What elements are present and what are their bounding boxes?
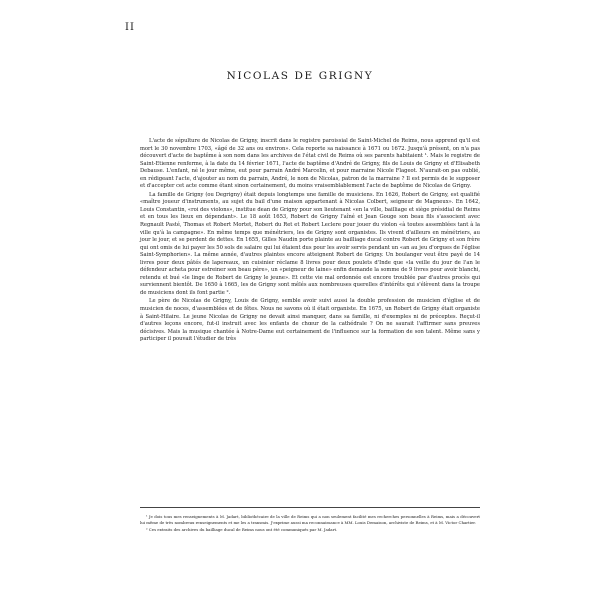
footnotes bbox=[140, 514, 480, 533]
body-text bbox=[140, 138, 480, 345]
footnote: ² Ces extraits des archives du bailliage ducal de Reims nous ont été communiqués par M. Jadart. bbox=[146, 526, 338, 532]
paragraph: L'acte de sépulture de Nicolas de Grigny, inscrit dans le registre paroissial de Saint-Michel de Reims, nous apprend qu'il est mort le 30 novembre 1703, «âgé de 32 ans ou environ». Cela reporte sa naissance à 1671 ou 1672. Jusqu'à présent, on n'a pas découvert d'acte de baptême à son nom dans les archives de l'état civil de Reims où ses parents habitaient ¹. Mais le registre de Saint-Etienne renferme, à la date du 14 février 1671, l'acte de baptême d'André de Grigny, fils de Louis de Grigny et d'Elisabeth Debause. L'enfant, né le jour même, eut pour parrain André Marcelin, et pour marraine Nicole Flageot. N'aurait-on pas oublié, en rédigeant l'acte, d'ajouter au nom du parrain, André, le nom de Nicolas, patron de la marraine ? Il est permis de le supposer et d'accepter cet acte comme étant sinon certainement, du moins vraisemblablement l'acte de baptême de Nicolas de Grigny. bbox=[140, 138, 480, 190]
paragraph: Le père de Nicolas de Grigny, Louis de Grigny, semble avoir suivi aussi la double profession de musicien d'église et de musicien de noces, d'assemblées et de fêtes. Nous ne savons où il était organiste. En 1675, un Robert de Grigny était organiste à Saint-Hilaire. Le jeune Nicolas de Grigny ne devait ainsi manquer, dans sa famille, ni d'exemples ni de préceptes. Reçut-il d'autres leçons encore, fut-il instruit avec les enfants de chœur de la cathédrale ? On ne saurait l'affirmer sans preuves décisives. Mais la musique chantée à Notre-Dame eut certainement de l'influence sur la formation de son talent. Même sans y participer il pouvait l'étudier de très bbox=[140, 298, 480, 343]
paragraph: La famille de Grigny (ou Degrigny) était depuis longtemps une famille de musiciens. En 1626, Robert de Grigny, est qualifié «maître joueur d'instruments, au sujet du bail d'une maison appartenant à Nicolas Colbert, seigneur de Magneux». En 1642, Louis Constantin, «roi des violons», institue dean de Grigny pour son lieutenant «en la ville, bailliage et siège présidial de Reims et en tous les lieux en dépendant». Le 18 août 1653, Robert de Grigny l'aîné et Jean Gouge son beau fils s'associent avec Regnault Pasté, Thomas et Robert Mortet, Robert du Ret et Robert Leclere pour jouer du violon «à toutes assemblées tant à la ville qu'à la campagne». En même temps que ménétriers, les de Grigny sont organistes. Ils vivent d'ailleurs en ménétriers, au jour le jour, et se perdent de dettes. En 1655, Gilles Naudin porte plainte au bailliage ducal contre Robert de Grigny et son frère qui ont omis de lui payer les 50 sols de salaire qui lui étaient dus pour les avoir servis pendant un «an au jeu d'orgues de l'église Saint-Symphorien». La même année, d'autres plaintes encore atteignent Robert de Grigny. Un boulanger veut être payé de 14 livres pour deux pâtés de lapereaux, un cuisinier réclame 8 livres pour deux poulets d'Inde que «la veille du jour de l'an le défendeur acheta pour estreiner son beau père», un «peigneur de laine» enfin demande la somme de 9 livres pour avoir blanchi, retendu et bué «le linge de Robert de Grigny le jeune». Et cette vie mal ordonnée est encore troublée par d'autres procès qui surviennent bientôt. De 1650 à 1665, les de Grigny sont mêlés aux nombreuses querelles d'intérêts qui s'élèvent dans la troupe de musiciens dont ils font partie ². bbox=[140, 191, 480, 296]
page-number: II bbox=[125, 22, 135, 33]
page-title: NICOLAS DE GRIGNY bbox=[226, 70, 374, 82]
footnote: ¹ Je dois tous mes renseignements à M. Jadart, bibliothécaire de la ville de Reims qui a non seulement facilité mes recherches personnelles à Reims, mais a découvert lui même de très nombreux renseignements et me les a transmis. J'exprime aussi ma reconnaissance à MM. Louis Demaison, archiviste de Reims, et à M. Victor Chartier. bbox=[140, 514, 480, 526]
footnote-divider bbox=[140, 507, 480, 508]
